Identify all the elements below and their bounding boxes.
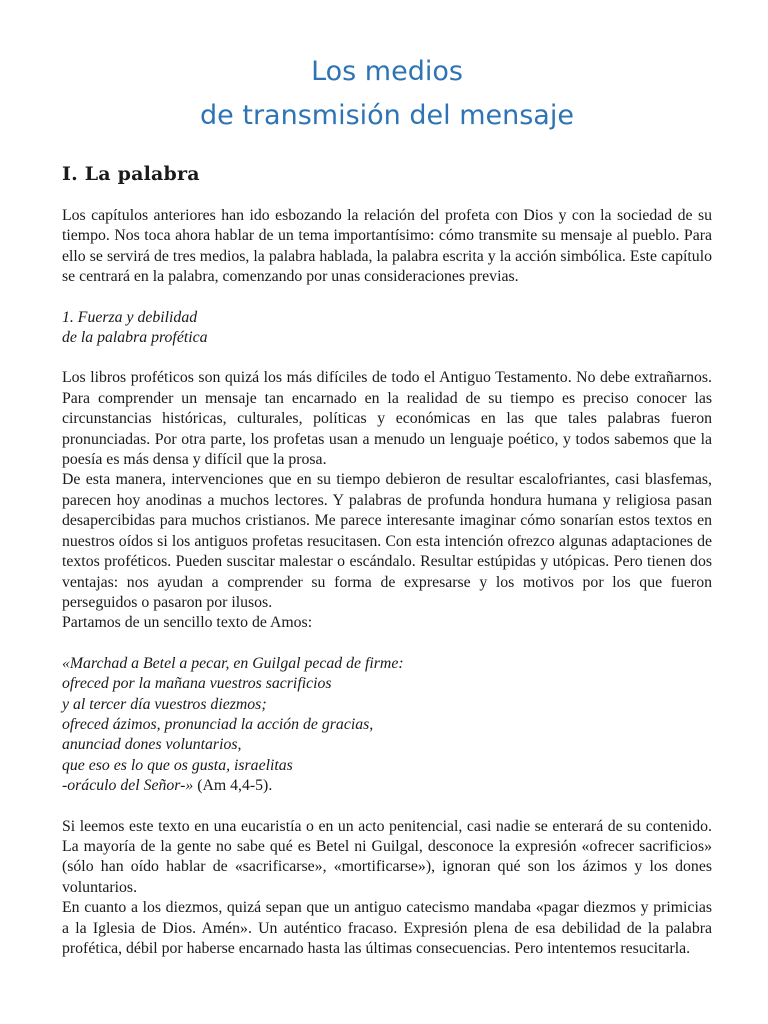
subsection-heading xyxy=(62,308,712,349)
subsection-heading-line-1: 1. Fuerza y debilidad xyxy=(62,308,198,326)
title-line-1: Los medios xyxy=(311,56,463,87)
quote-citation: (Am 4,4-5). xyxy=(193,777,273,795)
quote-attribution: -oráculo del Señor-» xyxy=(62,777,194,795)
body-paragraph-4: Si leemos este texto en una eucaristía o en un acto penitencial, casi nadie se enterará de su contenido. La mayoría de la gente no sabe qué es Betel ni Guilgal, desconoce la expresión «ofrecer sacrificios» (sólo han oído hablar de «sacrificarse», «mortificarse»), ignoran qué son los ázimos y los dones voluntarios. xyxy=(62,817,712,896)
document-title xyxy=(62,0,712,138)
intro-paragraph: Los capítulos anteriores han ido esbozando la relación del profeta con Dios y con la sociedad de su tiempo. Nos toca ahora hablar de un tema importantísimo: cómo transmite su mensaje al pueblo. Para ello se servirá de tres medios, la palabra hablada, la palabra escrita y la acción simbólica. Este capítulo se centrará en la palabra, comenzando por unas consideraciones previas. xyxy=(62,207,712,286)
quote-line: que eso es lo que os gusta, israelitas xyxy=(62,756,293,774)
quote-line: «Marchad a Betel a pecar, en Guilgal pecad de firme: xyxy=(62,654,404,672)
quote-line: ofreced por la mañana vuestros sacrificios xyxy=(62,675,332,693)
quote-line: y al tercer día vuestros diezmos; xyxy=(62,695,267,713)
title-line-2: de transmisión del mensaje xyxy=(200,100,574,131)
section-heading: I. La palabra xyxy=(62,163,200,185)
body-paragraph-2: De esta manera, intervenciones que en su tiempo debieron de resultar escalofriantes, casi blasfemas, parecen hoy anodinas a muchos lectores. Y palabras de profunda hondura humana y religiosa pasan desapercibidas para muchos cristianos. Me parece interesante imaginar cómo sonarían estos textos en nuestros oídos si los antiguos profetas resucitasen. Con esta intención ofrezco algunas adaptaciones de textos proféticos. Pueden suscitar malestar o escándalo. Resultar estúpidas y utópicas. Pero tienen dos ventajas: nos ayudan a comprender su forma de expresarse y los motivos por los que fueron perseguidos o pasaron por ilusos. xyxy=(62,471,712,611)
body-paragraph-1: Los libros proféticos son quizá los más difíciles de todo el Antiguo Testamento. No debe extrañarnos. Para comprender un mensaje tan encarnado en la realidad de su tiempo es preciso conocer las circunstancias históricas, culturales, políticas y económicas en las que tales palabras fueron pronunciadas. Por otra parte, los profetas usan a menudo un lenguaje poético, y todos sabemos que la poesía es más densa y difícil que la prosa. xyxy=(62,369,712,469)
amos-quote xyxy=(62,654,712,797)
quote-line: ofreced ázimos, pronunciad la acción de gracias, xyxy=(62,715,374,733)
quote-last-line xyxy=(62,776,712,796)
body-paragraph-5: En cuanto a los diezmos, quizá sepan que un antiguo catecismo mandaba «pagar diezmos y primicias a la Iglesia de Dios. Amén». Un auténtico fracaso. Expresión plena de esa debilidad de la palabra profética, débil por haberse encarnado hasta las últimas consecuencias. Pero intentemos resucitarla. xyxy=(62,899,712,957)
body-paragraph-3: Partamos de un sencillo texto de Amos: xyxy=(62,614,313,632)
quote-line: anunciad dones voluntarios, xyxy=(62,736,242,754)
subsection-heading-line-2: de la palabra profética xyxy=(62,329,208,347)
